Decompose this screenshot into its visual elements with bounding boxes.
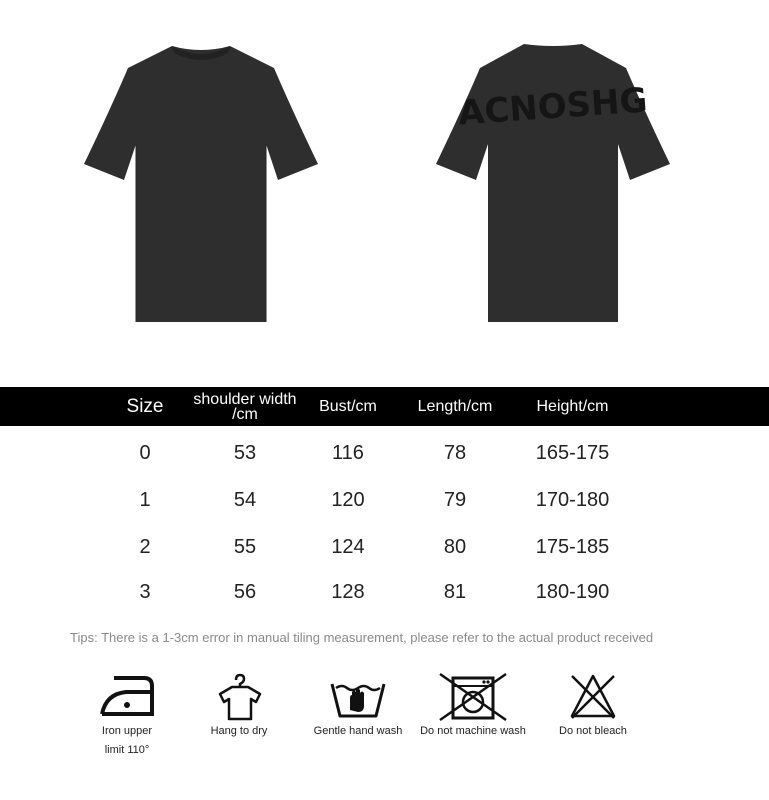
size-table-header	[0, 387, 769, 426]
product-photos	[0, 0, 769, 380]
size-row	[0, 532, 769, 562]
cell-shoulder: 55	[233, 535, 257, 558]
header-size: Size	[126, 396, 164, 417]
care-handwash-label: Gentle hand wash	[313, 725, 403, 737]
care-no-bleach	[533, 672, 653, 741]
no-bleach-icon	[568, 672, 618, 722]
header-shoulder-line1: shoulder width	[193, 390, 297, 408]
cell-length: 80	[443, 535, 467, 558]
measurement-tips: Tips: There is a 1-3cm error in manual tiling measurement, please refer to the actual product received	[70, 630, 654, 645]
hand-wash-icon	[328, 672, 388, 722]
cell-bust: 128	[331, 580, 365, 603]
care-no-machine-wash	[413, 672, 533, 741]
care-no-machine-wash-label: Do not machine wash	[420, 725, 526, 737]
hanger-shirt-icon	[214, 672, 264, 722]
cell-size: 1	[139, 488, 151, 511]
cell-length: 79	[443, 488, 467, 511]
cell-size: 0	[139, 441, 151, 464]
cell-shoulder: 54	[233, 488, 257, 511]
cell-bust: 124	[331, 535, 365, 558]
size-row	[0, 577, 769, 607]
header-shoulder-width	[175, 387, 315, 426]
care-hang	[179, 672, 299, 741]
cell-length: 81	[443, 580, 467, 603]
cell-bust: 120	[331, 488, 365, 511]
size-row	[0, 485, 769, 515]
tshirt-back-image	[432, 40, 674, 330]
cell-height: 165-175	[535, 441, 610, 464]
iron-icon	[96, 672, 158, 722]
care-handwash	[298, 672, 418, 741]
cell-height: 180-190	[535, 580, 610, 603]
cell-bust: 116	[332, 441, 364, 464]
header-shoulder-line2: /cm	[232, 405, 258, 423]
care-no-bleach-label: Do not bleach	[559, 725, 627, 737]
care-hang-label: Hang to dry	[210, 725, 268, 737]
cell-length: 78	[443, 441, 467, 464]
no-machine-wash-icon	[438, 672, 508, 722]
cell-size: 3	[139, 580, 151, 603]
cell-shoulder: 53	[233, 441, 257, 464]
cell-height: 175-185	[535, 535, 610, 558]
size-row	[0, 438, 769, 468]
care-iron-line2: limit 110°	[104, 744, 150, 756]
tshirt-front-image	[80, 40, 322, 330]
header-length: Length/cm	[417, 398, 493, 415]
care-iron-line1: Iron upper	[101, 725, 153, 737]
cell-height: 170-180	[535, 488, 610, 511]
header-bust: Bust/cm	[319, 398, 377, 415]
care-iron	[67, 672, 187, 760]
header-height: Height/cm	[536, 398, 609, 415]
cell-shoulder: 56	[233, 580, 257, 603]
cell-size: 2	[139, 535, 151, 558]
back-print-text: ACNOSHG	[456, 80, 649, 134]
